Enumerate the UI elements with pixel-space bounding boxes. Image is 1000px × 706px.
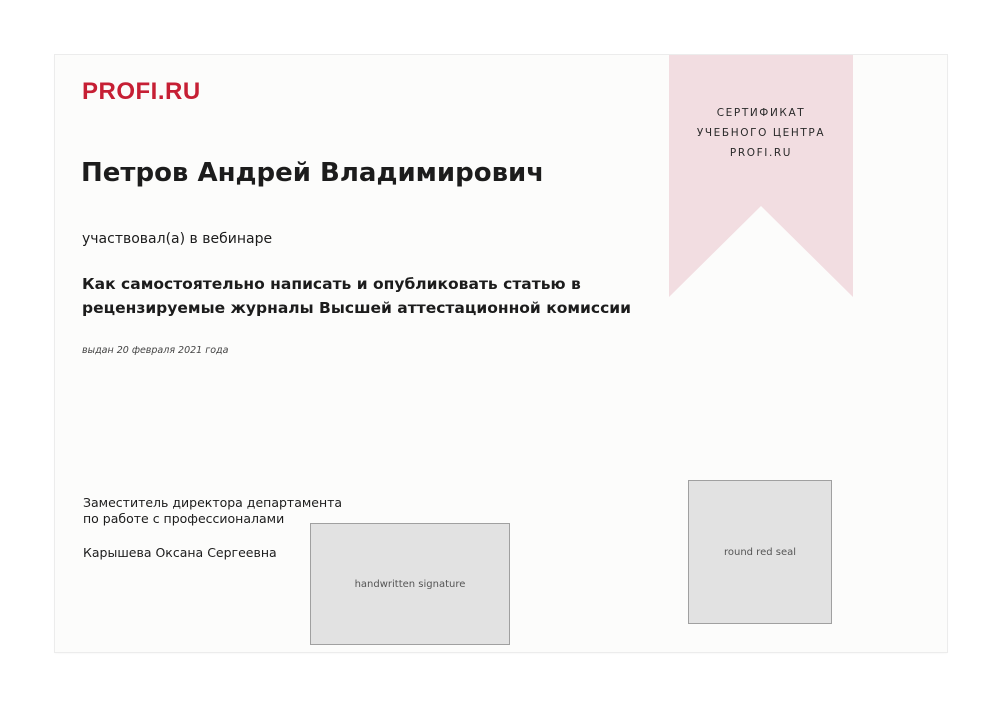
recipient-name: Петров Андрей Владимирович — [81, 158, 545, 188]
course-title-line-1: Как самостоятельно написать и опубликовать статью в — [82, 275, 581, 293]
signatory-position — [83, 495, 342, 527]
ribbon-line-3: PROFI.RU — [729, 147, 793, 159]
participation-text: участвовал(а) в вебинаре — [82, 231, 273, 247]
training-center-stamp: round red seal — [688, 480, 832, 624]
profi-logo: PROFI.RU — [82, 78, 201, 105]
course-title — [82, 272, 642, 320]
signatory-position-line-2: по работе с профессионалами — [83, 511, 285, 526]
course-title-line-2: рецензируемые журналы Высшей аттестационной комиссии — [82, 299, 631, 317]
ribbon-line-1: СЕРТИФИКАТ — [716, 107, 806, 119]
signature: handwritten signature — [310, 523, 510, 645]
ribbon-shape — [669, 55, 853, 297]
issue-date: выдан 20 февраля 2021 года — [82, 345, 229, 356]
signatory-position-line-1: Заместитель директора департамента — [83, 495, 343, 510]
certificate-ribbon — [669, 55, 853, 297]
certificate-sheet — [55, 55, 947, 652]
signatory-name: Карышева Оксана Сергеевна — [83, 545, 277, 560]
ribbon-line-2: УЧЕБНОГО ЦЕНТРА — [696, 127, 826, 139]
ribbon-text — [669, 103, 853, 163]
